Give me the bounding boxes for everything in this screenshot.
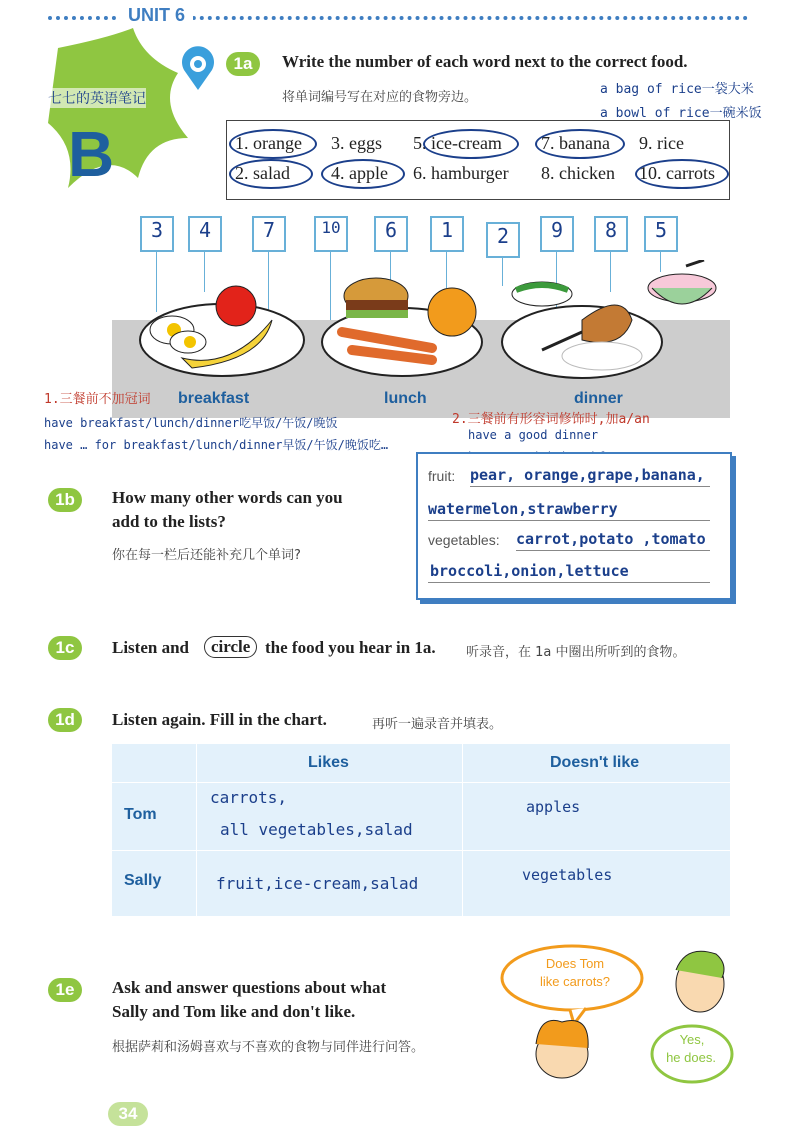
1e-line1: Ask and answer questions about what xyxy=(112,978,387,997)
audio-pin-icon[interactable] xyxy=(178,46,218,92)
answer-box[interactable]: 6 xyxy=(374,216,408,252)
word-item: 5. ice-cream xyxy=(413,133,502,153)
answer-box[interactable]: 8 xyxy=(594,216,628,252)
circle-mark xyxy=(229,159,313,189)
answer-box[interactable]: 9 xyxy=(540,216,574,252)
likes-chart xyxy=(112,744,730,916)
answer-box[interactable]: 7 xyxy=(252,216,286,252)
circle-mark xyxy=(321,159,405,189)
word-item: 6. hamburger xyxy=(413,163,509,183)
badge-1a: 1a xyxy=(226,52,260,76)
tom-likes-1[interactable]: carrots, xyxy=(210,788,288,807)
bubble-question-line2: like carrots? xyxy=(539,974,611,989)
word-list-panel xyxy=(416,452,732,600)
word-item: 1. orange xyxy=(235,133,302,153)
1a-title: Write the number of each word next to the correct food. xyxy=(282,52,688,71)
fruit-label: fruit: xyxy=(428,468,456,484)
word-item: 8. chicken xyxy=(541,163,615,183)
badge-1d: 1d xyxy=(48,708,82,732)
1e-line2: Sally and Tom like and don't like. xyxy=(112,1002,356,1021)
word-item: 7. banana xyxy=(541,133,610,153)
word-item: 3. eggs xyxy=(331,133,382,153)
table-divider xyxy=(462,744,463,916)
answer-line xyxy=(428,520,710,521)
col-header-doesnt-like: Doesn't like xyxy=(550,754,640,771)
word-bank xyxy=(226,120,730,200)
badge-1e: 1e xyxy=(48,978,82,1002)
fruit-answer-2: watermelon,strawberry xyxy=(428,500,618,518)
vegetables-label: vegetables: xyxy=(428,532,500,548)
1a-cn: 将单词编号写在对应的食物旁边。 xyxy=(282,90,478,105)
word-item: 2. salad xyxy=(235,163,290,183)
badge-1b: 1b xyxy=(48,488,82,512)
answer-line xyxy=(516,550,710,551)
answer-box[interactable]: 1 xyxy=(430,216,464,252)
answer-box[interactable]: 3 xyxy=(140,216,174,252)
word-item: 4. apple xyxy=(331,163,388,183)
1c-cn: 听录音，在 1a 中圈出所听到的食物。 xyxy=(466,645,686,660)
circle-mark xyxy=(423,129,519,159)
answer-box[interactable]: 4 xyxy=(188,216,222,252)
row-label-tom: Tom xyxy=(124,806,157,823)
badge-1c: 1c xyxy=(48,636,82,660)
veg-answer-2: broccoli,onion,lettuce xyxy=(430,562,629,580)
answer-line xyxy=(470,486,710,487)
circle-mark xyxy=(229,129,317,159)
table-divider xyxy=(196,744,197,916)
1b-line2: add to the lists? xyxy=(112,512,226,531)
note-1-line-a: have breakfast/lunch/dinner吃早饭/午饭/晚饭 xyxy=(44,416,338,430)
note-1-line-b: have … for breakfast/lunch/dinner早饭/午饭/晚饭吃… xyxy=(44,438,389,452)
note-bowl-of-rice: a bowl of rice一碗米饭 xyxy=(600,106,762,121)
1d-text: Listen again. Fill in the chart. xyxy=(112,710,327,729)
circle-mark xyxy=(535,129,625,159)
meal-label-breakfast: breakfast xyxy=(178,390,250,407)
1c-circle-word: circle xyxy=(204,636,257,658)
section-letter: B xyxy=(68,118,115,190)
sally-dislikes[interactable]: vegetables xyxy=(522,866,613,884)
1c-text-b: the food you hear in 1a. xyxy=(265,638,436,657)
1d-cn: 再听一遍录音并填表。 xyxy=(372,717,503,732)
1c-text-a: Listen and xyxy=(112,638,189,657)
word-item: 9. rice xyxy=(639,133,684,153)
answer-box[interactable]: 2 xyxy=(486,222,520,258)
row-label-sally: Sally xyxy=(124,872,162,889)
watermark-text: 七七的英语笔记 xyxy=(48,88,146,108)
fruit-answer-1: pear, orange,grape,banana, xyxy=(470,466,705,484)
table-divider xyxy=(112,850,730,851)
bubble-question-line1: Does Tom xyxy=(545,956,605,971)
sally-likes[interactable]: fruit,ice-cream,salad xyxy=(216,874,419,893)
circle-mark xyxy=(635,159,729,189)
word-item: 10. carrots xyxy=(639,163,715,183)
table-divider xyxy=(112,782,730,783)
note-2-heading: 2.三餐前有形容词修饰时,加a/an xyxy=(452,412,650,427)
note-1-heading: 1.三餐前不加冠词 xyxy=(44,392,151,407)
1e-cn: 根据萨莉和汤姆喜欢与不喜欢的食物与同伴进行问答。 xyxy=(112,1040,425,1055)
1b-line1: How many other words can you xyxy=(112,488,343,507)
meal-label-dinner: dinner xyxy=(574,390,623,407)
1b-cn: 你在每一栏后还能补充几个单词? xyxy=(112,548,301,563)
col-header-likes: Likes xyxy=(308,754,349,771)
meal-label-lunch: lunch xyxy=(384,390,427,407)
note-2-line-a: have a good dinner xyxy=(468,428,599,442)
veg-answer-1: carrot,potato ,tomato xyxy=(516,530,706,548)
answer-line xyxy=(428,582,710,583)
answer-box[interactable]: 10 xyxy=(314,216,348,252)
tom-likes-2[interactable]: all vegetables,salad xyxy=(220,820,413,839)
bubble-answer-line2: he does. xyxy=(666,1050,716,1065)
bubble-answer-line1: Yes, xyxy=(679,1032,705,1047)
answer-box[interactable]: 5 xyxy=(644,216,678,252)
section-star-badge xyxy=(48,28,198,198)
unit-title: UNIT 6 xyxy=(120,5,193,26)
note-bag-of-rice: a bag of rice一袋大米 xyxy=(600,82,754,97)
tom-dislikes[interactable]: apples xyxy=(526,798,581,816)
page-number: 34 xyxy=(108,1102,148,1126)
